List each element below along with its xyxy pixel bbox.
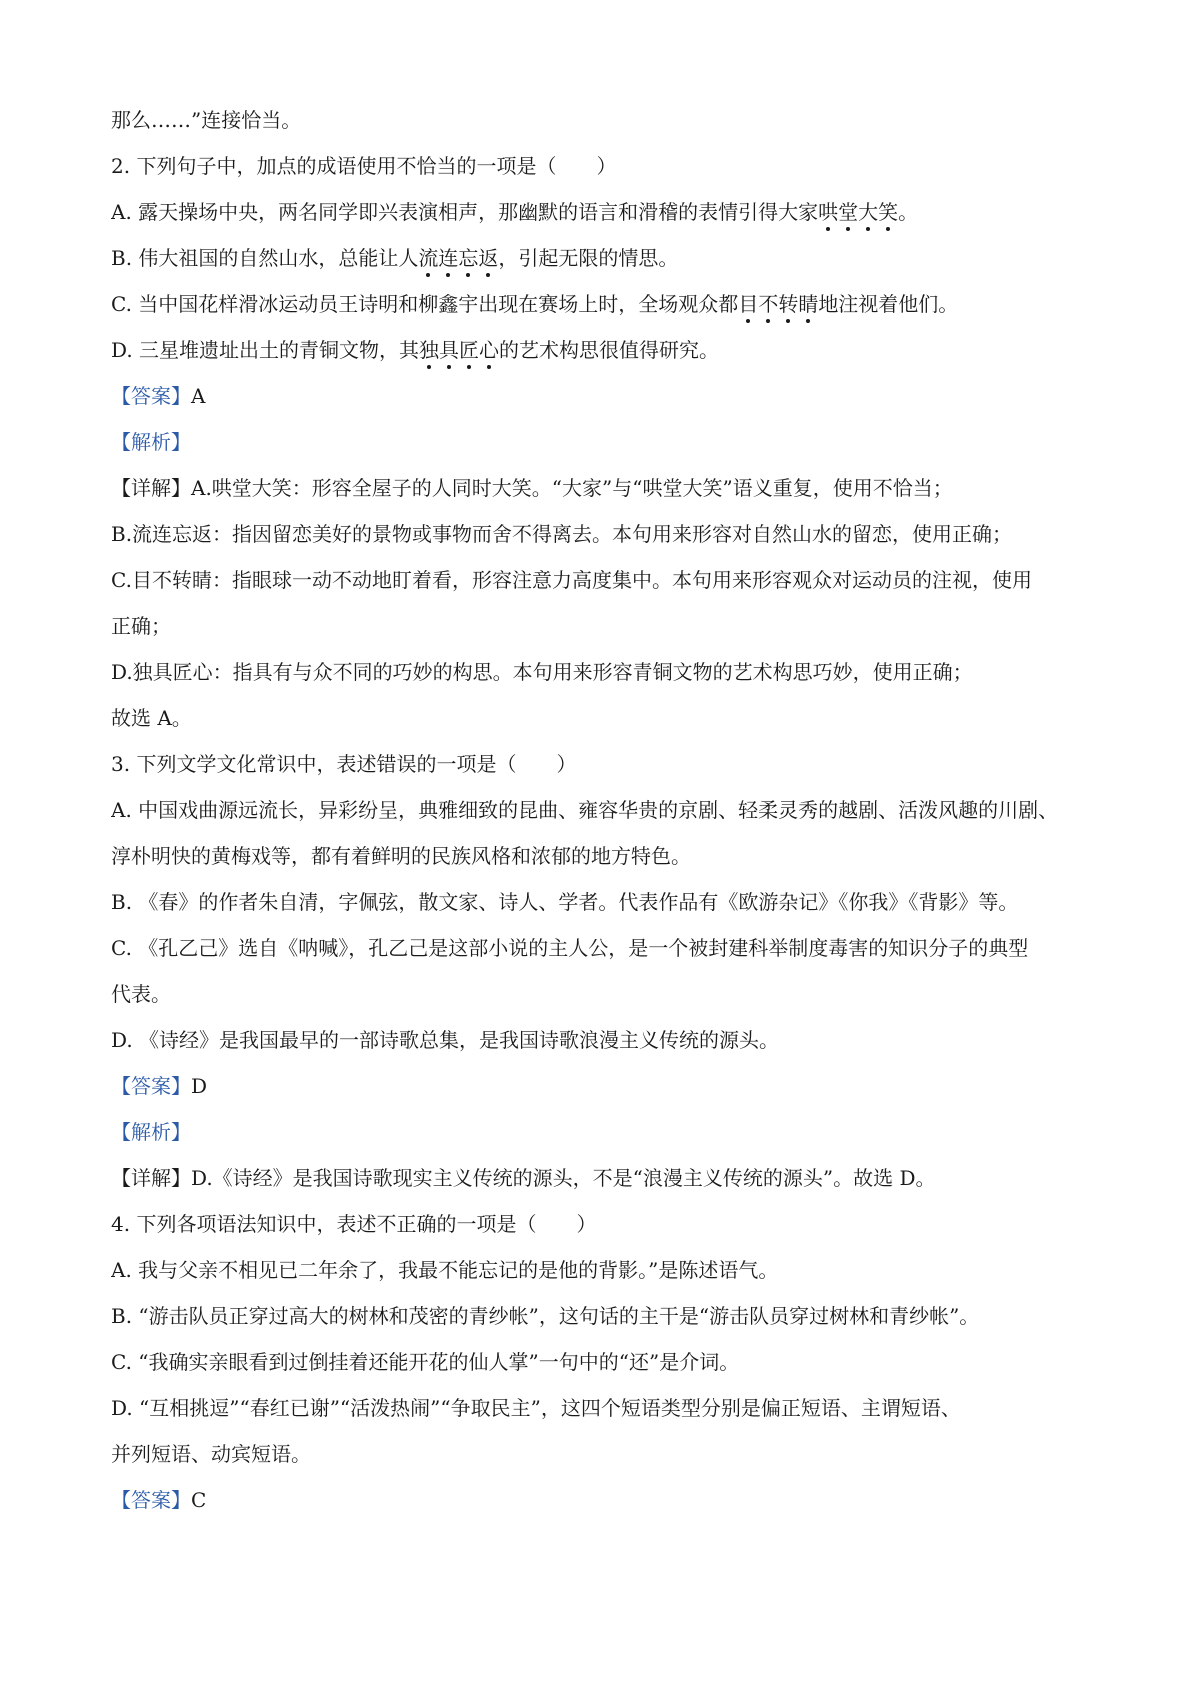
question-3-stem: 3. 下列文学文化常识中，表述错误的一项是（ ） [111,752,577,776]
question-4-option-c: C. “我确实亲眼看到过倒挂着还能开花的仙人掌”一句中的“还”是介词。 [111,1350,740,1374]
emphasis-char: 目 [738,292,759,316]
emphasis-char: 转 [778,292,799,316]
emphasis-char: 堂 [838,200,859,224]
detail-line: 正确； [111,614,171,638]
emphasis-char: 忘 [458,246,479,270]
question-3-option-c-cont: 代表。 [111,982,171,1006]
emphasis-char: 睛 [798,292,819,316]
emphasis-char: 连 [438,246,459,270]
answer-line [111,373,1100,419]
answer-label: 【答案】 [111,1488,191,1512]
answer-label: 【答案】 [111,384,191,408]
question-2-option-d: D. 三星堆遗址出土的青铜文物，其独具匠心的艺术构思很值得研究。 [111,338,720,362]
question-3-option-a: A. 中国戏曲源远流长，异彩纷呈，典雅细致的昆曲、雍容华贵的京剧、轻柔灵秀的越剧、活泼风趣的川剧、 [111,798,1059,822]
emphasis-char: 心 [479,338,500,362]
answer-label: 【答案】 [111,1074,191,1098]
text-line: 那么……”连接恰当。 [111,108,302,132]
emphasis-char: 独 [419,338,440,362]
answer-line [111,1063,1100,1109]
question-4-option-d: D. “互相挑逗”“春红已谢”“活泼热闹”“争取民主”，这四个短语类型分别是偏正短语、主谓短语、 [111,1396,961,1420]
emphasis-char: 返 [478,246,499,270]
answer-value: A [191,384,206,408]
emphasis-char: 笑 [878,200,899,224]
detail-line: 故选 A。 [111,706,192,730]
detail-line: 【详解】A.哄堂大笑：形容全屋子的人同时大笑。“大家”与“哄堂大笑”语义重复，使用不恰当； [111,476,953,500]
detail-line: 【详解】D.《诗经》是我国诗歌现实主义传统的源头，不是“浪漫主义传统的源头”。故选 D。 [111,1166,936,1190]
emphasis-char: 匠 [459,338,480,362]
emphasis-char: 具 [439,338,460,362]
question-3-option-d: D. 《诗经》是我国最早的一部诗歌总集，是我国诗歌浪漫主义传统的源头。 [111,1028,780,1052]
emphasis-char: 大 [858,200,879,224]
question-2-stem: 2. 下列句子中，加点的成语使用不恰当的一项是（ ） [111,154,617,178]
question-2-option-b: B. 伟大祖国的自然山水，总能让人流连忘返，引起无限的情思。 [111,246,679,270]
analysis-label: 【解析】 [111,1120,191,1144]
question-4-stem: 4. 下列各项语法知识中，表述不正确的一项是（ ） [111,1212,597,1236]
detail-line: D.独具匠心：指具有与众不同的巧妙的构思。本句用来形容青铜文物的艺术构思巧妙，使用正确； [111,660,973,684]
detail-line: B.流连忘返：指因留恋美好的景物或事物而舍不得离去。本句用来形容对自然山水的留恋，使用正确； [111,522,1013,546]
answer-value: C [191,1488,207,1512]
analysis-label: 【解析】 [111,430,191,454]
question-3-option-b: B. 《春》的作者朱自清，字佩弦，散文家、诗人、学者。代表作品有《欧游杂记》《你我》《背影》等。 [111,890,1019,914]
detail-line: C.目不转睛：指眼球一动不动地盯着看，形容注意力高度集中。本句用来形容观众对运动员的注视，使用 [111,568,1032,592]
question-3-option-a-cont: 淳朴明快的黄梅戏等，都有着鲜明的民族风格和浓郁的地方特色。 [111,844,691,868]
question-4-option-a: A. 我与父亲不相见已二年余了，我最不能忘记的是他的背影。”是陈述语气。 [111,1258,779,1282]
emphasis-char: 流 [418,246,439,270]
question-3-option-c: C. 《孔乙己》选自《呐喊》，孔乙己是这部小说的主人公，是一个被封建科举制度毒害的知识分子的典型 [111,936,1029,960]
question-4-option-d-cont: 并列短语、动宾短语。 [111,1442,311,1466]
emphasis-char: 哄 [818,200,839,224]
answer-value: D [191,1074,208,1098]
question-2-option-a: A. 露天操场中央，两名同学即兴表演相声，那幽默的语言和滑稽的表情引得大家哄堂大笑。 [111,200,919,224]
question-2-option-c: C. 当中国花样滑冰运动员王诗明和柳鑫宇出现在赛场上时，全场观众都目不转睛地注视着他们。 [111,292,959,316]
answer-line [111,1477,1100,1523]
emphasis-char: 不 [758,292,779,316]
question-4-option-b: B. “游击队员正穿过高大的树林和茂密的青纱帐”，这句话的主干是“游击队员穿过树林和青纱帐”。 [111,1304,980,1328]
